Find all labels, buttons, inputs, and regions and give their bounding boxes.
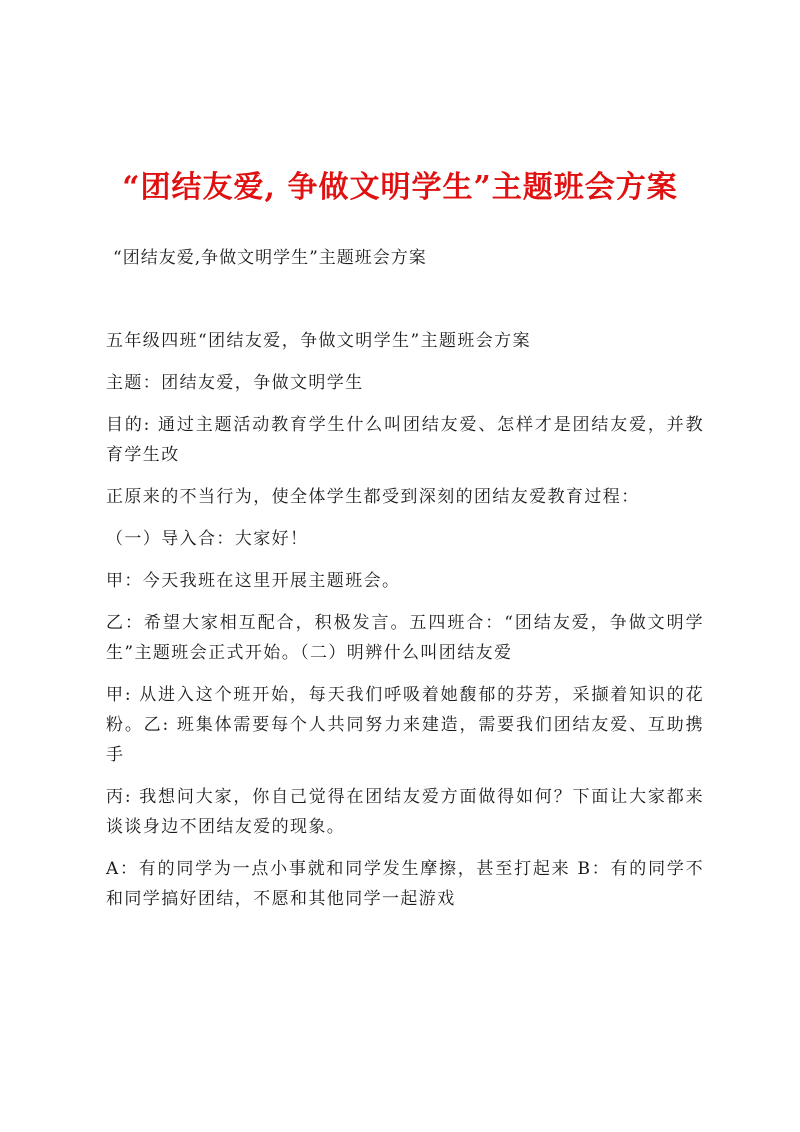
paragraph-examples: A：有的同学为一点小事就和同学发生摩擦，甚至打起来 B：有的同学不和同学搞好团结，不愿和其他同学一起游戏 bbox=[106, 859, 704, 909]
paragraph-purpose: 目的: 通过主题活动教育学生什么叫团结友爱、怎样才是团结友爱，并教育学生改 bbox=[106, 415, 704, 465]
paragraph-theme: 主题：团结友爱，争做文明学生 bbox=[106, 373, 364, 393]
paragraph-class-collective: 甲: 从进入这个班开始，每天我们呼吸着她馥郁的芬芳，采撷着知识的花粉。乙: 班集体需要每个人共同努力来建造，需要我们团结友爱、互助携手 bbox=[106, 685, 704, 765]
document-body bbox=[106, 326, 704, 926]
paragraph-speaker-yi: 乙：希望大家相互配合，积极发言。五四班合：“团结友爱，争做文明学生”主题班会正式开始。（二）明辨什么叫团结友爱 bbox=[106, 613, 704, 663]
paragraph-speaker-jia: 甲：今天我班在这里开展主题班会。 bbox=[106, 571, 401, 591]
paragraph-introduction: （一）导入合：大家好！ bbox=[106, 529, 309, 549]
paragraph-speaker-bing: 丙: 我想问大家，你自己觉得在团结友爱方面做得如何？下面让大家都来谈谈身边不团结友爱的现象。 bbox=[106, 787, 704, 837]
paragraph-class-plan: 五年级四班“团结友爱，争做文明学生”主题班会方案 bbox=[106, 331, 531, 351]
paragraph-purpose-continued: 正原来的不当行为，使全体学生都受到深刻的团结友爱教育过程： bbox=[106, 487, 640, 507]
document-title: “团结友爱, 争做文明学生”主题班会方案 bbox=[122, 170, 678, 205]
document-subtitle: “团结友爱,争做文明学生”主题班会方案 bbox=[113, 248, 427, 268]
